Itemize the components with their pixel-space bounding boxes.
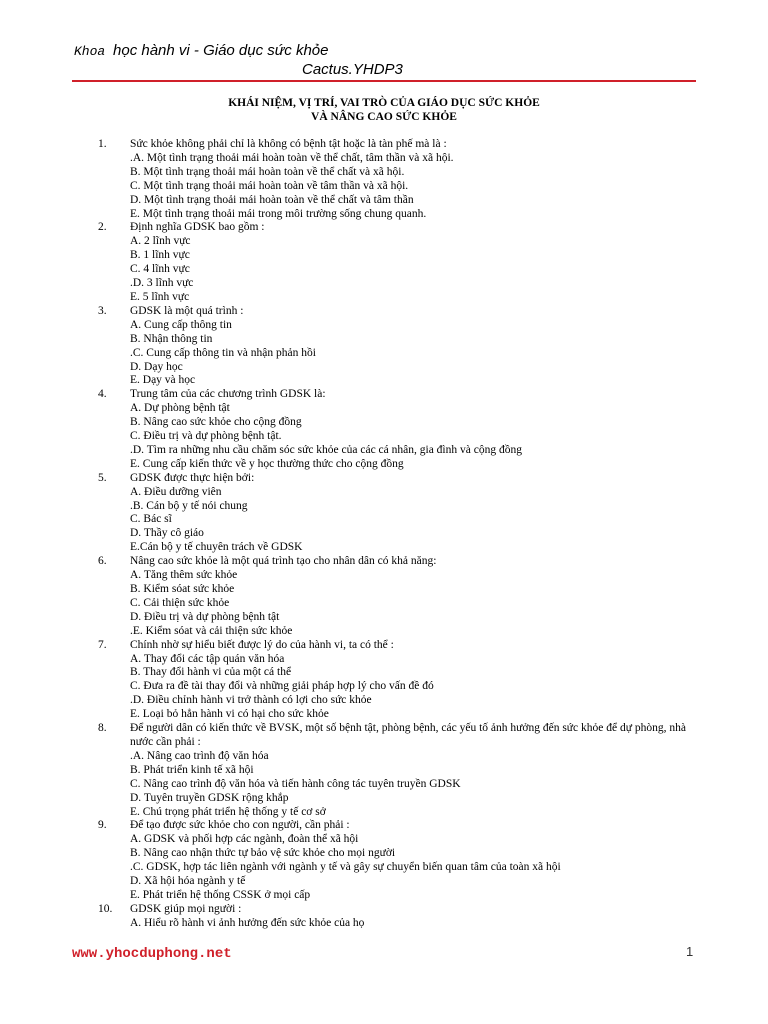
question-number: 7. bbox=[98, 638, 107, 651]
answer-option: D. Tuyên truyền GDSK rộng khắp bbox=[130, 791, 289, 804]
title-line-1: KHÁI NIỆM, VỊ TRÍ, VAI TRÒ CỦA GIÁO DỤC SỨC KHỎE bbox=[228, 97, 540, 109]
question-number: 5. bbox=[98, 471, 107, 484]
answer-option: E. Phát triển hệ thống CSSK ở mọi cấp bbox=[130, 888, 311, 901]
answer-option: A. Cung cấp thông tin bbox=[130, 318, 232, 331]
answer-option: A. Tăng thêm sức khỏe bbox=[130, 569, 238, 582]
question-number: 2. bbox=[98, 221, 107, 234]
answer-option: E. Dạy và học bbox=[130, 374, 196, 387]
answer-option: B. Nhận thông tin bbox=[130, 332, 213, 345]
answer-option: C. Điều trị và dự phòng bệnh tật. bbox=[130, 430, 282, 443]
answer-option: D. Một tình trạng thoải mái hoàn toàn về thể chất và tâm thần bbox=[130, 193, 414, 206]
question-stem: Để người dân có kiến thức về BVSK, một số bệnh tật, phòng bệnh, các yếu tố ảnh hưởng đến sức khỏe để dự phòng, nhà nước cần phải : bbox=[130, 722, 686, 748]
header-course-title: học hành vi - Giáo dục sức khỏe bbox=[113, 42, 329, 59]
answer-option: C. Nâng cao trình độ văn hóa và tiến hành công tác tuyên truyền GDSK bbox=[130, 777, 461, 790]
answer-option: B. Thay đổi hành vi của một cá thể bbox=[130, 666, 292, 679]
answer-option: .D. Điều chỉnh hành vi trở thành có lợi cho sức khỏe bbox=[130, 694, 372, 707]
answer-option: E. Loại bỏ hẳn hành vi có hại cho sức khỏe bbox=[130, 708, 329, 721]
answer-option: .C. Cung cấp thông tin và nhận phản hồi bbox=[130, 346, 316, 359]
answer-option: B. Nâng cao nhận thức tự bảo vệ sức khỏe cho mọi người bbox=[130, 847, 396, 860]
answer-option: E. Một tình trạng thoải mái trong môi trường sống chung quanh. bbox=[130, 207, 427, 220]
question-list bbox=[0, 138, 768, 931]
page-number: 1 bbox=[686, 944, 694, 959]
answer-option: E. 5 lĩnh vực bbox=[130, 290, 190, 303]
question-stem: Chính nhờ sự hiểu biết được lý do của hành vi, ta có thể : bbox=[130, 638, 394, 651]
answer-option: .D. Tìm ra những nhu cầu chăm sóc sức khỏe của các cá nhân, gia đình và cộng đồng bbox=[130, 443, 522, 456]
answer-option: .C. GDSK, hợp tác liên ngành với ngành y tế và gây sự chuyển biến quan tâm của toàn xã hội bbox=[130, 861, 561, 874]
answer-option: C. 4 lĩnh vực bbox=[130, 263, 190, 276]
question-item bbox=[0, 305, 768, 388]
question-stem: Trung tâm của các chương trình GDSK là: bbox=[130, 388, 326, 401]
answer-option: A. Điều dưỡng viên bbox=[130, 485, 222, 498]
answer-option: .A. Nâng cao trình độ văn hóa bbox=[130, 749, 269, 762]
answer-option: C. Cải thiện sức khỏe bbox=[130, 596, 230, 609]
question-stem: Để tạo được sức khỏe cho con người, cần phải : bbox=[130, 819, 350, 832]
answer-option: .D. 3 lĩnh vực bbox=[130, 277, 194, 290]
header-course bbox=[74, 42, 328, 59]
answer-option: D. Thầy cô giáo bbox=[130, 527, 204, 540]
answer-option: .A. Một tình trạng thoải mái hoàn toàn về thể chất, tâm thần và xã hội. bbox=[130, 151, 454, 164]
answer-option: D. Dạy học bbox=[130, 360, 183, 373]
answer-option: E.Cán bộ y tế chuyên trách về GDSK bbox=[130, 541, 303, 554]
question-item bbox=[0, 722, 768, 819]
question-item bbox=[0, 903, 768, 931]
question-stem: GDSK là một quá trình : bbox=[130, 304, 244, 317]
answer-option: A. Thay đổi các tập quán văn hóa bbox=[130, 652, 285, 665]
answer-option: .B. Cán bộ y tế nói chung bbox=[130, 499, 248, 512]
header-author: Cactus.YHDP3 bbox=[302, 61, 403, 78]
answer-option: .E. Kiểm sóat và cải thiện sức khỏe bbox=[130, 624, 293, 637]
answer-option: B. Nâng cao sức khỏe cho cộng đồng bbox=[130, 416, 302, 429]
question-number: 10. bbox=[98, 902, 113, 915]
answer-option: E. Cung cấp kiến thức về y học thường thức cho cộng đồng bbox=[130, 457, 404, 470]
question-stem: GDSK được thực hiện bởi: bbox=[130, 471, 255, 484]
question-item bbox=[0, 221, 768, 304]
header-prefix: Khoa bbox=[74, 44, 114, 59]
question-stem: Định nghĩa GDSK bao gồm : bbox=[130, 221, 265, 234]
question-stem: GDSK giúp mọi người : bbox=[130, 902, 242, 915]
page-title bbox=[72, 96, 696, 124]
question-item bbox=[0, 388, 768, 471]
answer-option: B. Một tình trạng thoải mái hoàn toàn về thể chất và xã hội. bbox=[130, 165, 405, 178]
question-stem: Sức khỏe không phải chỉ là không có bệnh tật hoặc là tàn phế mà là : bbox=[130, 138, 447, 150]
header-divider bbox=[72, 80, 696, 82]
answer-option: D. Xã hội hóa ngành y tế bbox=[130, 875, 246, 888]
answer-option: A. 2 lĩnh vực bbox=[130, 235, 191, 248]
question-item bbox=[0, 472, 768, 555]
question-item bbox=[0, 819, 768, 902]
question-number: 3. bbox=[98, 304, 107, 317]
question-number: 6. bbox=[98, 555, 107, 568]
question-item bbox=[0, 138, 768, 221]
title-line-2: VÀ NÂNG CAO SỨC KHỎE bbox=[311, 111, 457, 123]
question-item bbox=[0, 639, 768, 722]
question-stem: Nâng cao sức khỏe là một quá trình tạo cho nhân dân có khả năng: bbox=[130, 555, 437, 568]
question-number: 9. bbox=[98, 819, 107, 832]
footer-website[interactable]: www.yhocduphong.net bbox=[72, 946, 232, 962]
answer-option: B. Phát triển kinh tế xã hội bbox=[130, 763, 254, 776]
answer-option: A. GDSK và phối hợp các ngành, đoàn thể xã hội bbox=[130, 833, 359, 846]
question-number: 8. bbox=[98, 722, 107, 735]
answer-option: A. Dự phòng bệnh tật bbox=[130, 402, 230, 415]
answer-option: C. Một tình trạng thoải mái hoàn toàn về tâm thần và xã hội. bbox=[130, 179, 409, 192]
answer-option: C. Đưa ra đề tài thay đổi và những giải pháp hợp lý cho vấn đề đó bbox=[130, 680, 434, 693]
answer-option: D. Điều trị và dự phòng bệnh tật bbox=[130, 610, 280, 623]
question-number: 1. bbox=[98, 138, 107, 150]
answer-option: B. 1 lĩnh vực bbox=[130, 249, 190, 262]
answer-option: A. Hiểu rõ hành vi ảnh hưởng đến sức khỏe của họ bbox=[130, 916, 365, 929]
question-number: 4. bbox=[98, 388, 107, 401]
answer-option: E. Chú trọng phát triển hệ thống y tế cơ sở bbox=[130, 805, 326, 818]
answer-option: C. Bác sĩ bbox=[130, 513, 172, 526]
question-item bbox=[0, 555, 768, 638]
answer-option: B. Kiểm sóat sức khỏe bbox=[130, 583, 235, 595]
